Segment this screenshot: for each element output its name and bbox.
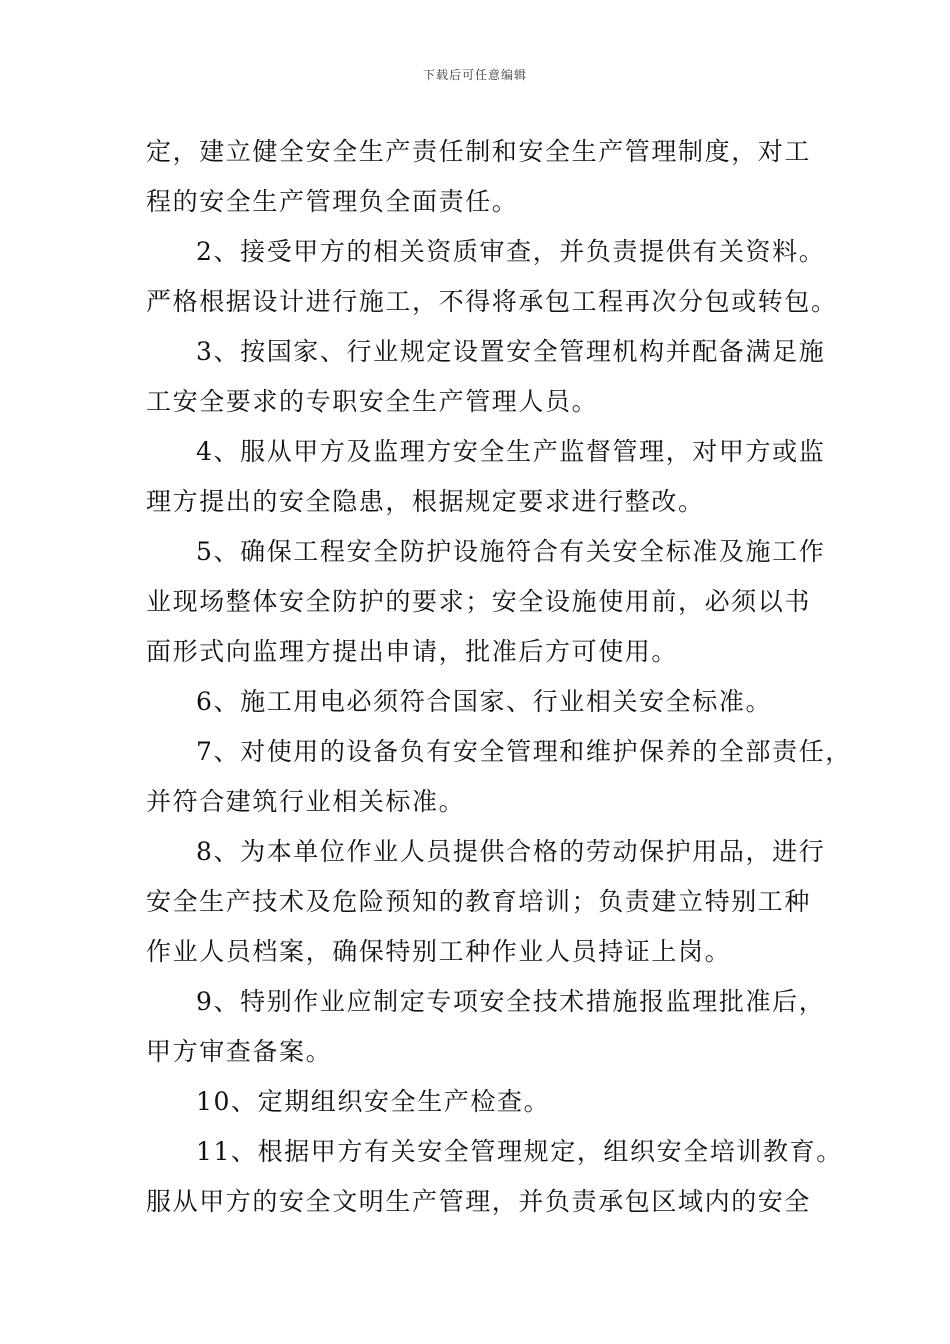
- text-line: 工安全要求的专职安全生产管理人员。: [146, 387, 599, 416]
- text-line: 并符合建筑行业相关标准。: [146, 787, 466, 816]
- page-header: 下载后可任意编辑: [422, 68, 527, 82]
- text-line: 11、根据甲方有关安全管理规定，组织安全培训教育。: [196, 1137, 843, 1166]
- text-line: 定，建立健全安全生产责任制和安全生产管理制度，对工: [146, 137, 812, 166]
- text-line: 严格根据设计进行施工，不得将承包工程再次分包或转包。: [146, 287, 838, 316]
- text-line: 面形式向监理方提出申请，批准后方可使用。: [146, 637, 679, 666]
- text-line: 服从甲方的安全文明生产管理，并负责承包区域内的安全: [146, 1187, 812, 1216]
- text-line: 6、施工用电必须符合国家、行业相关安全标准。: [196, 687, 773, 716]
- text-line: 10、定期组织安全生产检查。: [196, 1087, 551, 1116]
- text-line: 程的安全生产管理负全面责任。: [146, 187, 519, 216]
- text-line: 甲方审查备案。: [146, 1037, 333, 1066]
- text-line: 理方提出的安全隐患，根据规定要求进行整改。: [146, 487, 705, 516]
- text-line: 作业人员档案，确保特别工种作业人员持证上岗。: [146, 937, 732, 966]
- document-body: [146, 132, 852, 1232]
- text-line: 业现场整体安全防护的要求；安全设施使用前，必须以书: [146, 587, 812, 616]
- text-line: 安全生产技术及危险预知的教育培训；负责建立特别工种: [146, 887, 812, 916]
- text-line: 9、特别作业应制定专项安全技术措施报监理批准后，: [196, 987, 826, 1016]
- text-line: 4、服从甲方及监理方安全生产监督管理，对甲方或监: [196, 437, 826, 466]
- text-line: 2、接受甲方的相关资质审查，并负责提供有关资料。: [196, 237, 826, 266]
- text-line: 8、为本单位作业人员提供合格的劳动保护用品，进行: [196, 837, 826, 866]
- text-line: 5、确保工程安全防护设施符合有关安全标准及施工作: [196, 537, 826, 566]
- text-line: 7、对使用的设备负有安全管理和维护保养的全部责任，: [196, 737, 852, 766]
- text-line: 3、按国家、行业规定设置安全管理机构并配备满足施: [196, 337, 826, 366]
